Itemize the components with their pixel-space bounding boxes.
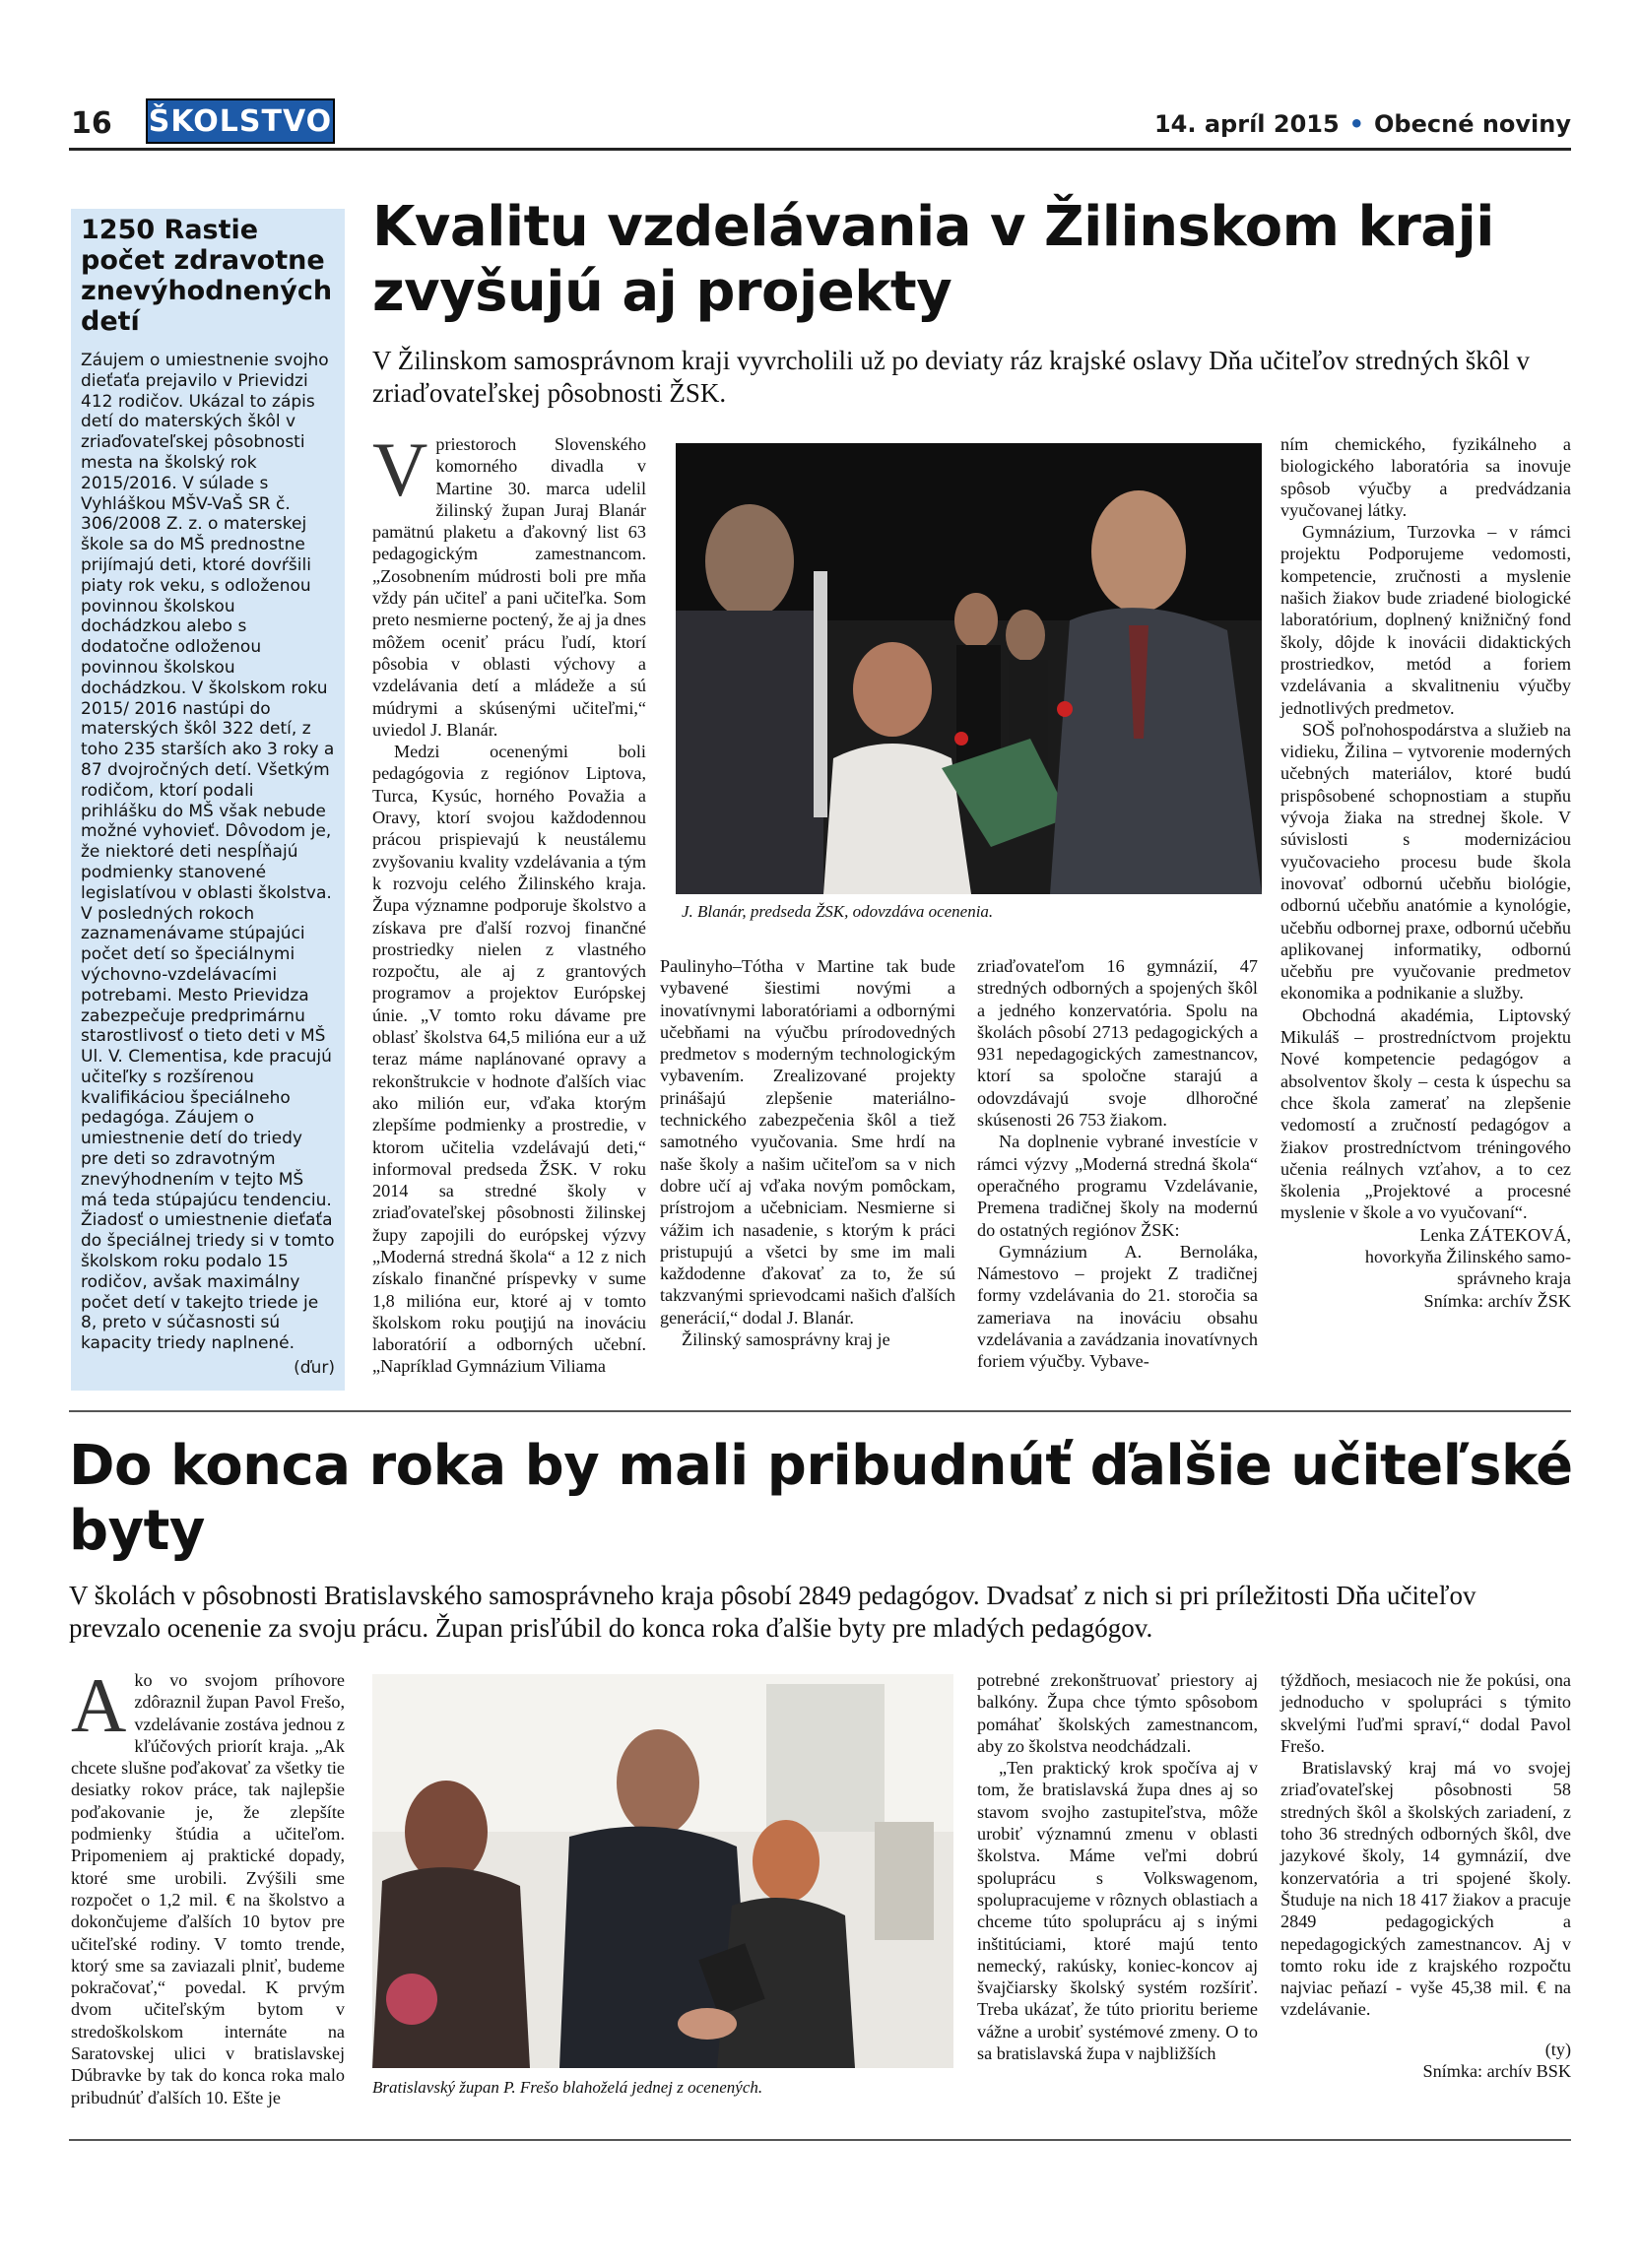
article2-headline: Do konca roka by mali pribudnúť ďalšie učiteľské byty	[69, 1434, 1573, 1563]
paragraph: Obchodná akadémia, Liptovský Mikuláš – prostredníctvom projektu Nové kompetencie pedagógov a absolventov školy – cesta k úspechu sa chce škola zamerať na zlepšenie vedomostí a zručností pedagógov a žiakov prostredníctvom tréningového učenia reálnych vzťahov, a to cez školenia „Projektové a procesné myslenie v škole a vo vyučovaní“.	[1280, 1004, 1571, 1223]
paragraph: potrebné zrekonštruovať priestory aj balkóny. Župa chce týmto spôsobom pomáhať školských zamestnancom, aby zo školstva neodchádzali.	[977, 1670, 1258, 1756]
paragraph: ním chemického, fyzikálneho a biologického laboratória sa inovuje spôsob výučby a predvádzania vyučovanej látky.	[1280, 434, 1571, 520]
paragraph: týždňoch, mesiacoch nie že pokúsi, ona jednoducho v spolupráci s týmito skvelými ľuďmi spraví,“ dodal Pavol Frešo.	[1280, 1670, 1571, 1756]
paragraph: Gymnázium, Turzovka – v rámci projektu Podporujeme vedomosti, kompetencie, zručnosti a myslenie našich žiakov bude zriadené biologické laboratórium, doplnený knižničný fond školy, dôjde k inovácii didaktických prostriedkov, metód a foriem vzdelávania a skvalitneniu výučby jednotlivých predmetov.	[1280, 522, 1571, 718]
issue-date: 14. apríl 2015	[1153, 110, 1340, 138]
paragraph: Gymnázium A. Bernoláka, Námestovo – projekt Z tradičnej formy vzdelávania do 21. storočia sa zameriava na inováciu obsahu vzdelávania a zavádzania inovatívnych foriem výučby. Vybave-	[977, 1241, 1258, 1372]
sidebar-signature: (ďur)	[294, 1358, 335, 1379]
bottom-rule	[69, 2139, 1571, 2141]
paragraph: Na doplnenie vybrané investície v rámci výzvy „Moderná stredná škola“ operačného programu Vzdelávanie, Premena tradičnej školy na modernú do ostatných regiónov ŽSK:	[977, 1132, 1258, 1240]
section-label: ŠKOLSTVO	[146, 98, 335, 144]
paragraph: priestoroch Slovenského komorného divadla v Martine 30. marca udelil žilinský župan Juraj Blanár pamätnú plaketu a ďakovný list 63 pedagogickým zamestnancom. „Zosobnením múdrosti boli pre mňa vždy pán učiteľ a pani učiteľka. Som preto nesmierne poctený, že aj ja dnes môžem oceniť prácu ľudí, ktorí pôsobia v oblasti výchovy a vzdelávania detí a mládeže a sú múdrymi a skúsenými učiteľmi,“ uviedol J. Blanár.	[372, 434, 646, 740]
paragraph: zriaďovateľom 16 gymnázií, 47 stredných odborných a spojených škôl a jedného konzervatória. Spolu na školách pôsobí 2713 pedagogických a 931 nepedagogických zamestnancov, ktorí sa spoločne starajú a odovzdávajú svoje dlhoročné skúsenosti 26 753 žiakom.	[977, 956, 1258, 1131]
congratulation-image	[372, 1674, 953, 2068]
photo-credit: Snímka: archív BSK	[1422, 2061, 1571, 2082]
article2-photo	[372, 1674, 953, 2068]
article-divider	[69, 1410, 1571, 1412]
separator-dot: •	[1348, 110, 1365, 138]
article2-lead: V školách v pôsobnosti Bratislavského samosprávneho kraja pôsobí 2849 pedagógov. Dvadsať z nich si pri príležitosti Dňa učiteľov prevzalo ocenenie za svoju prácu. Župan prisľúbil do konca roka ďalšie byty pre mladých pedagógov.	[69, 1581, 1476, 1643]
author-role: hovorkyňa Žilinského samo-	[1364, 1246, 1571, 1266]
paragraph: SOŠ poľnohospodárstva a služieb na vidieku, Žilina – vytvorenie moderných učebných materiálov, ktoré budú prispôsobené schopnostiam a stupňu vývoja žiaka na strednej škole. V súvislosti s modernizáciou vyučovacieho procesu bude škola inovovať odbornú učebňu biológie, odbornú učebňu anatómie a kynológie, učebňu odbornej praxe, odbornú učebňu aplikovanej informatiky, odbornú učebňu pre vyučovanie predmetov ekonomika a podnikanie a služby.	[1280, 719, 1571, 1004]
article1-headline: Kvalitu vzdelávania v Žilinskom kraji zvyšujú aj projekty	[372, 195, 1494, 324]
photo-credit: Snímka: archív ŽSK	[1423, 1290, 1571, 1311]
header-rule	[69, 148, 1571, 151]
header-dateline	[1154, 110, 1571, 138]
author-role: správneho kraja	[1457, 1268, 1571, 1289]
paragraph: Medzi ocenenými boli pedagógovia z regiónov Liptova, Turca, Kysúc, horného Považia a Oravy, ktorí svojou každodennou prácou prispievajú k neustálemu zvyšovaniu kvality vzdelávania a tým k rozvoju celého Žilinského kraja. Župa významne podporuje školstvo a získava pre ďalší rozvoj finančné prostriedky nielen z vlastného rozpočtu, ale aj z grantových programov a projektov Európskej únie. „V tomto roku dávame pre oblasť školstva 64,5 milióna eur a už teraz máme naplánované opravy a rekonštrukcie v hodnote ďalších viac ako milión eur, vďaka ktorým zlepšíme podmienky a prostredie, v ktorom učitelia vzdelávajú deti,“ informoval predseda ŽSK. V roku 2014 sa stredné školy v zriaďovateľskej pôsobnosti žilinskej župy zapojili do európskej výzvy „Moderná stredná škola“ a 12 z nich získalo finančné príspevky v sume 1,8 milióna eur, ktoré aj v tomto školskom roku pouţijú na inováciu laboratórií a odborných učební. „Napríklad Gymnázium Viliama	[372, 742, 646, 1377]
article1-photo	[676, 443, 1262, 894]
paragraph: ko vo svojom príhovore zdôraznil župan Pavol Frešo, vzdelávanie zostáva jednou z kľúčových priorít kraja. „Ak chcete slušne poďakovať za všetky tie desiatky rokov práce, tak najlepšie poďakovanie je, že zlepšíte podmienky štúdia a učiteľom. Pripomeniem aj praktické dopady, ktoré sme urobili. Zvýšili sme rozpočet o 1,2 mil. € na školstvo a dokončujeme ďalších 10 bytov pre učiteľské rodiny. V tomto trende, ktorý sme sa zaviazali plniť, budeme pokračovať,“ povedal. K prvým dvom učiteľským bytom v stredoškolskom internáte na Saratovskej ulici v bratislavskej Dúbravke by tak do konca roka malo pribudnúť ďalších 10. Ešte je	[71, 1670, 345, 2107]
article1-col3	[977, 955, 1258, 1373]
drop-cap: V	[372, 426, 428, 512]
sidebar-title: 1250 Rastie počet zdravotne znevýhodnených detí	[81, 215, 333, 337]
author-name: Lenka ZÁTEKOVÁ,	[1419, 1224, 1571, 1245]
article1-col2	[660, 955, 955, 1350]
article1-lead: V Žilinskom samosprávnom kraji vyvrcholili už po deviaty ráz krajské oslavy Dňa učiteľov stredných škôl v zriaďovateľskej pôsobnosti ŽSK.	[372, 346, 1530, 408]
sidebar-box	[71, 209, 345, 1391]
paragraph: Žilinský samosprávny kraj je	[682, 1329, 890, 1350]
article2-col3	[1280, 1669, 1571, 2082]
article1-photo-caption: J. Blanár, predseda ŽSK, odovzdáva ocenenia.	[682, 902, 994, 921]
paragraph: Paulinyho–Tótha v Martine tak bude vybavené šiestimi novými a inovatívnymi laboratóriami a odbornými učebňami na výučbu prírodovedných predmetov s moderným technologickým vybavením. Zrealizované projekty prinášajú zlepšenie materiálno-technického zabezpečenia škôl a tiež samotného vyučovania. Sme hrdí na naše školy a našim učiteľom sa v nich dobre učí aj vďaka novým pomôckam, prístrojom a učebniciam. Nesmierne si vážim ich nasadenie, s ktorým k práci pristupujú a všetci by sme im mali každodenne ďakovať za to, že sú takzvanými sprievodcami našich ďalších generácií,“ dodal J. Blanár.	[660, 956, 955, 1328]
article2-col1	[71, 1662, 345, 2108]
article1-col1	[372, 426, 646, 1378]
drop-cap: A	[71, 1662, 127, 1748]
article2-col2	[977, 1669, 1258, 2064]
publication-name: Obecné noviny	[1374, 110, 1571, 138]
article1-col4	[1280, 433, 1571, 1312]
sidebar-body: Záujem o umiestnenie svojho dieťaťa prejavilo v Prievidzi 412 rodičov. Ukázal to zápis detí do materských škôl v zriaďovateľskej pôsobnosti mesta na školský rok 2015/2016. V súlade s Vyhláškou MŠV-VaŠ SR č. 306/2008 Z. z. o materskej škole sa do MŠ prednostne prijímajú deti, ktoré dovŕšili piaty rok veku, s odloženou povinnou školskou dochádzkou alebo s dodatočne odloženou povinnou školskou dochádzkou. V školskom roku 2015/ 2016 nastúpi do materských škôl 322 detí, z toho 235 starších ako 3 roky a 87 dvojročných detí. Všetkým rodičom, ktorí podali prihlášku do MŠ však nebude možné vyhovieť. Dôvodom je, že niektoré deti nespĺňajú podmienky stanovené legislatívou v oblasti školstva. V posledných rokoch zaznamenávame stúpajúci počet detí so špeciálnymi výchovno-vzdelávacími potrebami. Mesto Prievidza zabezpečuje predprimárnu starostlivosť o tieto deti v MŠ Ul. V. Clementisa, kde pracujú učiteľky s rozšírenou kvalifikáciou špeciálneho pedagóga. Záujem o umiestnenie detí do triedy pre deti so zdravotným znevýhodnením v tejto MŠ má teda stúpajúcu tendenciu. Žiadosť o umiestnenie dieťaťa do špeciálnej triedy si v tomto školskom roku podalo 15 rodičov, avšak maximálny počet detí v takejto triede je 8, preto v súčasnosti sú kapacity triedy naplnené.	[81, 351, 335, 1354]
paragraph: Bratislavský kraj má vo svojej zriaďovateľskej pôsobnosti 58 stredných škôl a školských zariadení, z toho 36 stredných odborných škôl, dve jazykové školy, 14 gymnázií, dve konzervatória a tri spojené školy. Študuje na nich 18 417 žiakov a pracuje 2849 pedagogických a nepedagogických zamestnancov. Aj v tomto roku ide z krajského rozpočtu najviac peňazí - vyše 45,38 mil. € na vzdelávanie.	[1280, 1758, 1571, 2020]
paragraph: „Ten praktický krok spočíva aj v tom, že bratislavská župa dnes aj so stavom svojho zastupiteľstva, môže urobiť významnú zmenu v oblasti školstva. Máme veľmi dobrú spoluprácu s Volkswagenom, spolupracujeme v rôznych oblastiach a chceme túto spoluprácu aj s inými inštitúciami, ktoré majú tento nemecký, rakúsky, koniec-koncov aj švajčiarsky školský systém rozšíriť. Treba ukázať, že túto prioritu berieme vážne a urobiť systémové zmeny. O to sa bratislavská župa v najbližších	[977, 1758, 1258, 2064]
article2-photo-caption: Bratislavský župan P. Frešo blahoželá jednej z ocenených.	[372, 2078, 763, 2097]
article2-signature: (ty)	[1544, 2039, 1571, 2059]
page-number: 16	[71, 106, 112, 141]
award-ceremony-image	[676, 443, 1262, 894]
